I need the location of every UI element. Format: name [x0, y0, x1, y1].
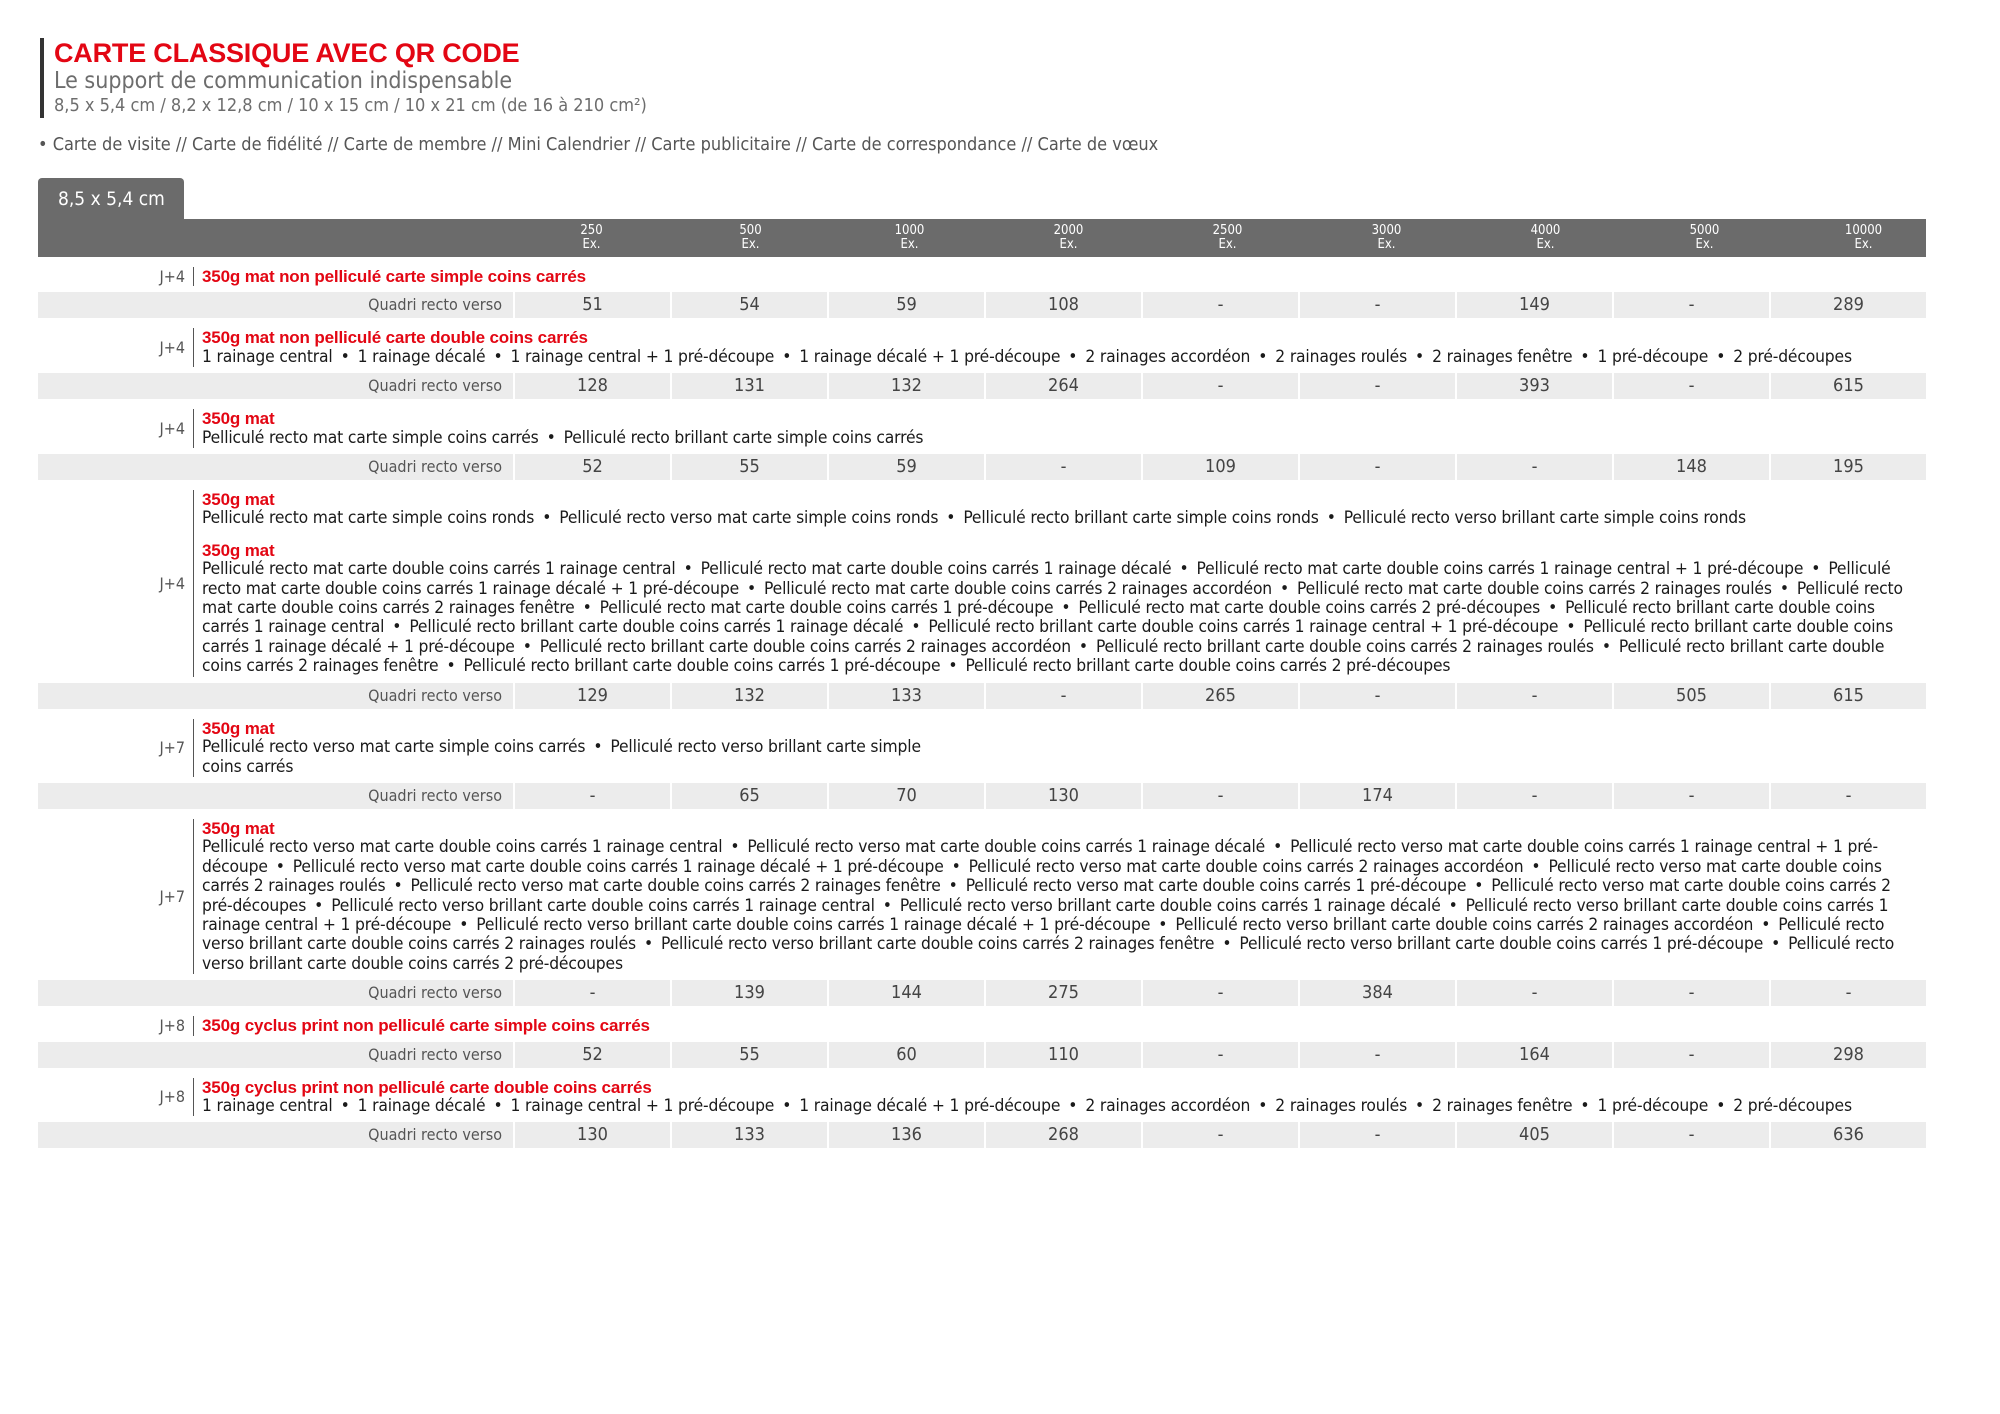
quantity-value: 5000	[1689, 223, 1720, 238]
paper-title: 350g mat non pelliculé carte double coins carrés	[202, 328, 588, 348]
quantity-unit: Ex.	[1854, 237, 1873, 252]
finish-option: Pelliculé recto verso brillant carte double coins carrés 1 pré-découpe	[1239, 934, 1764, 955]
bullet-separator: •	[948, 876, 958, 897]
price-cell: 109	[1143, 454, 1298, 480]
quantity-value: 2000	[1053, 223, 1084, 238]
price-cell: -	[1614, 980, 1769, 1006]
price-cell: 132	[829, 373, 984, 399]
price-cell: -	[1614, 292, 1769, 318]
price-cell: 268	[986, 1122, 1141, 1148]
price-cell: -	[1457, 783, 1612, 809]
paper-title: 350g mat	[202, 540, 275, 560]
bullet-separator: •	[730, 837, 740, 858]
bullet-separator: •	[948, 656, 958, 677]
finish-option: Pelliculé recto verso brillant carte double coins carrés 1 rainage central	[331, 895, 875, 916]
price-cell: -	[1143, 1122, 1298, 1148]
finish-option: Pelliculé recto brillant carte double coins carrés 1 rainage central + 1 pré-découpe	[928, 617, 1559, 638]
bullet-separator: •	[340, 346, 350, 367]
finish-option: Pelliculé recto verso brillant carte simple coins carrés	[202, 737, 921, 777]
bullet-separator: •	[946, 508, 956, 529]
bullet-separator: •	[1771, 934, 1781, 955]
bullet-separator: •	[683, 559, 693, 580]
finish-option: Pelliculé recto brillant carte double coins carrés 1 rainage décalé	[409, 617, 904, 638]
quantity-header-cell	[672, 219, 829, 257]
price-row-label: Quadri recto verso	[38, 292, 513, 318]
price-cell: -	[1614, 373, 1769, 399]
finish-option: Pelliculé recto mat carte simple coins carrés	[202, 427, 539, 448]
bullet-separator: •	[1158, 914, 1168, 935]
finish-option: Pelliculé recto mat carte simple coins ronds	[202, 508, 535, 529]
price-cell: 54	[672, 292, 827, 318]
quantity-unit: Ex.	[1059, 237, 1078, 252]
finish-options	[202, 738, 962, 777]
price-cell: 505	[1614, 683, 1769, 709]
finish-option: Pelliculé recto verso mat carte double coins carrés 2 rainages accordéon	[968, 856, 1524, 877]
quantity-value: 250	[580, 223, 603, 238]
bullet-separator: •	[340, 1095, 350, 1116]
product-block	[38, 490, 1926, 677]
delay-label: J+4	[159, 573, 185, 593]
bullet-separator: •	[593, 737, 603, 758]
delay-label: J+8	[159, 1016, 185, 1036]
delay-label: J+7	[159, 887, 185, 907]
finish-option: Pelliculé recto brillant carte double coins carrés 2 rainages accordéon	[539, 636, 1071, 657]
price-cell: 65	[672, 783, 827, 809]
quantity-unit: Ex.	[900, 237, 919, 252]
price-row-label: Quadri recto verso	[38, 454, 513, 480]
finish-options	[202, 348, 1926, 367]
finish-option: Pelliculé recto verso mat carte simple coins carrés	[202, 737, 586, 758]
finish-option: Pelliculé recto verso mat carte double coins carrés 1 rainage central	[202, 837, 723, 858]
price-cell: 289	[1771, 292, 1926, 318]
finish-option: Pelliculé recto mat carte double coins carrés 1 rainage central	[202, 559, 676, 580]
description-paragraph	[202, 1016, 1926, 1035]
price-table-body	[38, 267, 1926, 1148]
bullet-separator: •	[643, 934, 653, 955]
finish-option: Pelliculé recto verso brillant carte double coins carrés 1 rainage décalé + 1 pré-découpe	[476, 914, 1151, 935]
price-cell: 615	[1771, 373, 1926, 399]
finish-option: Pelliculé recto brillant carte double coins carrés 1 rainage central	[202, 598, 1875, 638]
finish-option: 1 rainage décalé + 1 pré-découpe	[799, 346, 1061, 367]
bullet-separator: •	[1448, 895, 1458, 916]
quantity-value: 2500	[1212, 223, 1243, 238]
price-cell: 52	[515, 1042, 670, 1068]
price-cell: -	[1143, 783, 1298, 809]
bullet-separator: •	[493, 346, 503, 367]
price-cell: -	[1614, 783, 1769, 809]
price-row	[38, 783, 1926, 809]
product-block	[38, 1078, 1926, 1117]
price-cell: -	[1300, 683, 1455, 709]
delay-label: J+8	[159, 1087, 185, 1107]
finish-option: Pelliculé recto brillant carte double coins carrés 1 pré-découpe	[463, 656, 941, 677]
finish-option: 1 rainage central + 1 pré-découpe	[510, 1095, 775, 1116]
price-cell: -	[986, 683, 1141, 709]
bullet-separator: •	[459, 914, 469, 935]
bullet-separator: •	[1068, 1095, 1078, 1116]
bullet-separator: •	[747, 578, 757, 599]
finish-option: Pelliculé recto verso mat carte double coins carrés 2 rainages fenêtre	[410, 876, 941, 897]
price-cell: 60	[829, 1042, 984, 1068]
finish-option: Pelliculé recto brillant carte simple coins carrés	[563, 427, 924, 448]
price-cell: 636	[1771, 1122, 1926, 1148]
page-title: CARTE CLASSIQUE AVEC QR CODE	[54, 38, 520, 68]
finish-option: Pelliculé recto verso brillant carte double coins carrés 2 rainages fenêtre	[661, 934, 1215, 955]
price-cell: 59	[829, 454, 984, 480]
finish-option: Pelliculé recto verso mat carte double coins carrés 2 rainages roulés	[202, 856, 1882, 897]
price-cell: -	[1143, 1042, 1298, 1068]
product-block	[38, 267, 1926, 286]
price-cell: 149	[1457, 292, 1612, 318]
bullet-separator: •	[1811, 559, 1821, 580]
finish-option: Pelliculé recto verso mat carte double coins carrés 1 rainage décalé	[747, 837, 1266, 858]
product-description	[193, 267, 1926, 286]
price-row	[38, 292, 1926, 318]
product-block	[38, 328, 1926, 367]
price-table	[38, 219, 1926, 1148]
finish-option: Pelliculé recto mat carte double coins carrés 2 rainages roulés	[1297, 578, 1772, 599]
bullet-separator: •	[546, 427, 556, 448]
finish-option: 2 rainages roulés	[1275, 346, 1408, 367]
finish-option: 1 pré-découpe	[1597, 346, 1709, 367]
finish-option: Pelliculé recto brillant carte double coins carrés 1 rainage décalé + 1 pré-découpe	[202, 617, 1894, 657]
quantity-unit: Ex.	[741, 237, 760, 252]
paper-title: 350g mat	[202, 818, 275, 838]
bullet-separator: •	[782, 346, 792, 367]
description-paragraph	[202, 328, 1926, 367]
product-description	[193, 819, 1926, 974]
price-cell: 136	[829, 1122, 984, 1148]
finish-option: Pelliculé recto brillant carte double coins carrés 2 rainages fenêtre	[202, 636, 1885, 677]
paper-title: 350g mat	[202, 490, 275, 510]
price-row-label: Quadri recto verso	[38, 980, 513, 1006]
product-description	[193, 1078, 1926, 1117]
price-cell: 55	[672, 454, 827, 480]
finish-option: 1 rainage décalé	[357, 1095, 486, 1116]
header	[40, 38, 647, 118]
bullet-separator: •	[393, 876, 403, 897]
bullet-separator: •	[392, 617, 402, 638]
paper-title: 350g mat non pelliculé carte simple coins carrés	[202, 267, 586, 286]
finish-option: Pelliculé recto verso mat carte double coins carrés 1 pré-découpe	[965, 876, 1467, 897]
finish-option: Pelliculé recto mat carte double coins carrés 2 pré-découpes	[1078, 598, 1541, 619]
finish-option: Pelliculé recto verso brillant carte double coins carrés 1 rainage central + 1 pré-découpe	[202, 895, 1889, 935]
bullet-separator: •	[1474, 876, 1484, 897]
price-cell: 51	[515, 292, 670, 318]
finish-option: Pelliculé recto brillant carte double coins carrés 2 rainages roulés	[1095, 636, 1594, 657]
price-cell: 195	[1771, 454, 1926, 480]
bullet-separator: •	[1601, 636, 1611, 657]
finish-option: Pelliculé recto verso brillant carte double coins carrés 2 rainages accordéon	[1175, 914, 1754, 935]
bullet-separator: •	[1415, 346, 1425, 367]
paper-title: 350g mat	[202, 718, 275, 738]
price-cell: -	[1300, 454, 1455, 480]
quantity-value: 3000	[1371, 223, 1402, 238]
product-block	[38, 719, 1926, 777]
bullet-separator: •	[1222, 934, 1232, 955]
price-cell: 128	[515, 373, 670, 399]
bullet-separator: •	[1280, 578, 1290, 599]
finish-option: Pelliculé recto mat carte double coins carrés 2 rainages fenêtre	[202, 578, 1903, 619]
delay-label: J+4	[159, 338, 185, 358]
finish-option: Pelliculé recto verso mat carte simple coins ronds	[559, 508, 939, 529]
finish-option: 2 rainages fenêtre	[1432, 346, 1573, 367]
price-cell: 130	[515, 1122, 670, 1148]
quantity-header-cell	[1149, 219, 1306, 257]
price-cell: -	[515, 980, 670, 1006]
bullet-separator: •	[1061, 598, 1071, 619]
price-row	[38, 1042, 1926, 1068]
finish-option: 2 rainages accordéon	[1085, 346, 1251, 367]
price-cell: 52	[515, 454, 670, 480]
bullet-separator: •	[1716, 346, 1726, 367]
product-block	[38, 819, 1926, 974]
price-cell: 130	[986, 783, 1141, 809]
price-cell: 264	[986, 373, 1141, 399]
price-cell: -	[1614, 1122, 1769, 1148]
price-cell: 384	[1300, 980, 1455, 1006]
finish-option: 1 rainage central + 1 pré-découpe	[510, 346, 775, 367]
product-block	[38, 409, 1926, 448]
bullet-separator: •	[1580, 1095, 1590, 1116]
bullet-separator: •	[951, 856, 961, 877]
finish-option: Pelliculé recto verso mat carte double coins carrés 2 pré-découpes	[202, 876, 1891, 916]
description-paragraph	[202, 490, 1926, 529]
price-cell: -	[1771, 980, 1926, 1006]
price-cell: 129	[515, 683, 670, 709]
product-description	[193, 1016, 1926, 1035]
bullet-separator: •	[1068, 346, 1078, 367]
price-cell: 70	[829, 783, 984, 809]
price-row-label: Quadri recto verso	[38, 373, 513, 399]
price-cell: -	[1300, 1122, 1455, 1148]
product-block	[38, 1016, 1926, 1035]
bullet-separator: •	[542, 508, 552, 529]
quantity-unit: Ex.	[582, 237, 601, 252]
quantity-header-cell	[1785, 219, 1942, 257]
quantity-header-cell	[990, 219, 1147, 257]
price-cell: -	[986, 454, 1141, 480]
bullet-separator: •	[1415, 1095, 1425, 1116]
bullet-separator: •	[582, 598, 592, 619]
header-spacer	[38, 219, 513, 257]
finish-option: 2 pré-découpes	[1733, 346, 1852, 367]
price-cell: -	[1771, 783, 1926, 809]
delay-label: J+7	[159, 738, 185, 758]
bullet-separator: •	[1078, 636, 1088, 657]
price-cell: 164	[1457, 1042, 1612, 1068]
finish-options	[202, 509, 1926, 528]
description-paragraph	[202, 1078, 1926, 1117]
quantity-header-cell	[513, 219, 670, 257]
price-cell: -	[1300, 1042, 1455, 1068]
bullet-separator: •	[882, 895, 892, 916]
quantity-unit: Ex.	[1377, 237, 1396, 252]
bullet-separator: •	[1566, 617, 1576, 638]
price-cell: 148	[1614, 454, 1769, 480]
quantity-header-cell	[831, 219, 988, 257]
price-row-label: Quadri recto verso	[38, 1042, 513, 1068]
price-cell: 139	[672, 980, 827, 1006]
quantity-header-cell	[1626, 219, 1783, 257]
price-row	[38, 683, 1926, 709]
bullet-separator: •	[522, 636, 532, 657]
finish-option: 1 rainage central	[202, 346, 333, 367]
description-paragraph	[202, 409, 1926, 448]
paper-title: 350g cyclus print non pelliculé carte double coins carrés	[202, 1077, 652, 1097]
price-cell: 298	[1771, 1042, 1926, 1068]
bullet-separator: •	[1761, 914, 1771, 935]
paper-title: 350g mat	[202, 409, 275, 429]
price-cell: 393	[1457, 373, 1612, 399]
price-cell: -	[1457, 454, 1612, 480]
price-row	[38, 1122, 1926, 1148]
price-cell: 405	[1457, 1122, 1612, 1148]
quantity-unit: Ex.	[1695, 237, 1714, 252]
finish-option: Pelliculé recto brillant carte simple coins ronds	[963, 508, 1319, 529]
quantity-header-row	[38, 219, 1926, 257]
delay-label: J+4	[159, 419, 185, 439]
price-row-label: Quadri recto verso	[38, 783, 513, 809]
quantity-value: 1000	[894, 223, 925, 238]
finish-option: Pelliculé recto brillant carte double coins carrés 2 pré-découpes	[965, 656, 1451, 677]
description-paragraph	[202, 819, 1926, 974]
price-cell: -	[1143, 373, 1298, 399]
paper-title: 350g cyclus print non pelliculé carte simple coins carrés	[202, 1016, 650, 1036]
price-cell: 144	[829, 980, 984, 1006]
finish-option: Pelliculé recto mat carte double coins carrés 1 pré-découpe	[599, 598, 1054, 619]
product-description	[193, 409, 1926, 448]
finish-option: Pelliculé recto mat carte double coins carrés 1 rainage décalé + 1 pré-découpe	[202, 559, 1891, 599]
quantity-value: 500	[739, 223, 762, 238]
finish-option: 1 rainage central	[202, 1095, 333, 1116]
finish-option: 2 pré-découpes	[1733, 1095, 1852, 1116]
quantity-unit: Ex.	[1536, 237, 1555, 252]
page-subtitle: Le support de communication indispensable	[54, 68, 513, 94]
quantity-value: 10000	[1844, 223, 1883, 238]
bullet-separator: •	[446, 656, 456, 677]
product-description	[193, 719, 1926, 777]
description-paragraph	[202, 267, 1926, 286]
quantity-value: 4000	[1530, 223, 1561, 238]
finish-option: Pelliculé recto verso brillant carte double coins carrés 2 pré-découpes	[202, 934, 1895, 974]
bullet-separator: •	[1779, 578, 1789, 599]
finish-option: Pelliculé recto verso brillant carte double coins carrés 1 rainage décalé	[899, 895, 1441, 916]
price-row-label: Quadri recto verso	[38, 1122, 513, 1148]
product-description	[193, 490, 1926, 677]
price-row	[38, 373, 1926, 399]
finish-option: 2 rainages fenêtre	[1432, 1095, 1573, 1116]
price-cell: -	[1614, 1042, 1769, 1068]
finish-options	[202, 1097, 1926, 1116]
uses-line: • Carte de visite // Carte de fidélité // Carte de membre // Mini Calendrier // Carte publicitaire // Carte de correspondance // Carte de vœux	[38, 134, 1159, 155]
bullet-separator: •	[1580, 346, 1590, 367]
bullet-separator: •	[1258, 1095, 1268, 1116]
price-cell: 110	[986, 1042, 1141, 1068]
bullet-separator: •	[1548, 598, 1558, 619]
price-cell: 132	[672, 683, 827, 709]
price-cell: 615	[1771, 683, 1926, 709]
finish-option: 1 rainage décalé + 1 pré-découpe	[799, 1095, 1061, 1116]
price-cell: 59	[829, 292, 984, 318]
finish-options	[202, 429, 962, 448]
price-row	[38, 454, 1926, 480]
finish-option: 2 rainages accordéon	[1085, 1095, 1251, 1116]
price-cell: 275	[986, 980, 1141, 1006]
price-cell: 55	[672, 1042, 827, 1068]
price-row-label: Quadri recto verso	[38, 683, 513, 709]
finish-option: Pelliculé recto mat carte double coins carrés 2 rainages accordéon	[764, 578, 1273, 599]
finish-option: Pelliculé recto mat carte double coins carrés 1 rainage décalé	[700, 559, 1172, 580]
finish-option: Pelliculé recto mat carte double coins carrés 1 rainage central + 1 pré-découpe	[1196, 559, 1804, 580]
price-cell: -	[515, 783, 670, 809]
price-cell: 108	[986, 292, 1141, 318]
description-paragraph	[202, 541, 1926, 677]
finish-options	[202, 560, 1926, 676]
finish-option: Pelliculé recto verso mat carte double coins carrés 1 rainage central + 1 pré-découpe	[202, 837, 1878, 877]
bullet-separator: •	[1273, 837, 1283, 858]
bullet-separator: •	[493, 1095, 503, 1116]
price-cell: -	[1143, 980, 1298, 1006]
size-tab[interactable]: 8,5 x 5,4 cm	[38, 178, 184, 220]
bullet-separator: •	[1179, 559, 1189, 580]
price-row	[38, 980, 1926, 1006]
quantity-unit: Ex.	[1218, 237, 1237, 252]
bullet-separator: •	[1531, 856, 1541, 877]
bullet-separator: •	[911, 617, 921, 638]
bullet-separator: •	[1326, 508, 1336, 529]
delay-label: J+4	[159, 267, 185, 287]
finish-option: Pelliculé recto verso mat carte double coins carrés 1 rainage décalé + 1 pré-découpe	[292, 856, 944, 877]
price-cell: -	[1300, 292, 1455, 318]
price-cell: -	[1143, 292, 1298, 318]
price-cell: 133	[672, 1122, 827, 1148]
bullet-separator: •	[1258, 346, 1268, 367]
finish-option: Pelliculé recto verso brillant carte simple coins ronds	[1343, 508, 1746, 529]
formats-line: 8,5 x 5,4 cm / 8,2 x 12,8 cm / 10 x 15 cm / 10 x 21 cm (de 16 à 210 cm²)	[54, 95, 647, 116]
product-description	[193, 328, 1926, 367]
finish-options	[202, 838, 1926, 974]
quantity-header-cell	[1467, 219, 1624, 257]
finish-option: 1 rainage décalé	[357, 346, 486, 367]
price-cell: 131	[672, 373, 827, 399]
bullet-separator: •	[275, 856, 285, 877]
bullet-separator: •	[1716, 1095, 1726, 1116]
price-cell: 133	[829, 683, 984, 709]
finish-option: 1 pré-découpe	[1597, 1095, 1709, 1116]
price-cell: -	[1457, 980, 1612, 1006]
finish-option: Pelliculé recto verso brillant carte double coins carrés 2 rainages roulés	[202, 914, 1885, 955]
description-paragraph	[202, 719, 1926, 777]
price-cell: 174	[1300, 783, 1455, 809]
price-cell: -	[1457, 683, 1612, 709]
price-cell: 265	[1143, 683, 1298, 709]
bullet-separator: •	[782, 1095, 792, 1116]
price-cell: -	[1300, 373, 1455, 399]
bullet-separator: •	[314, 895, 324, 916]
quantity-header-cell	[1308, 219, 1465, 257]
finish-option: 2 rainages roulés	[1275, 1095, 1408, 1116]
